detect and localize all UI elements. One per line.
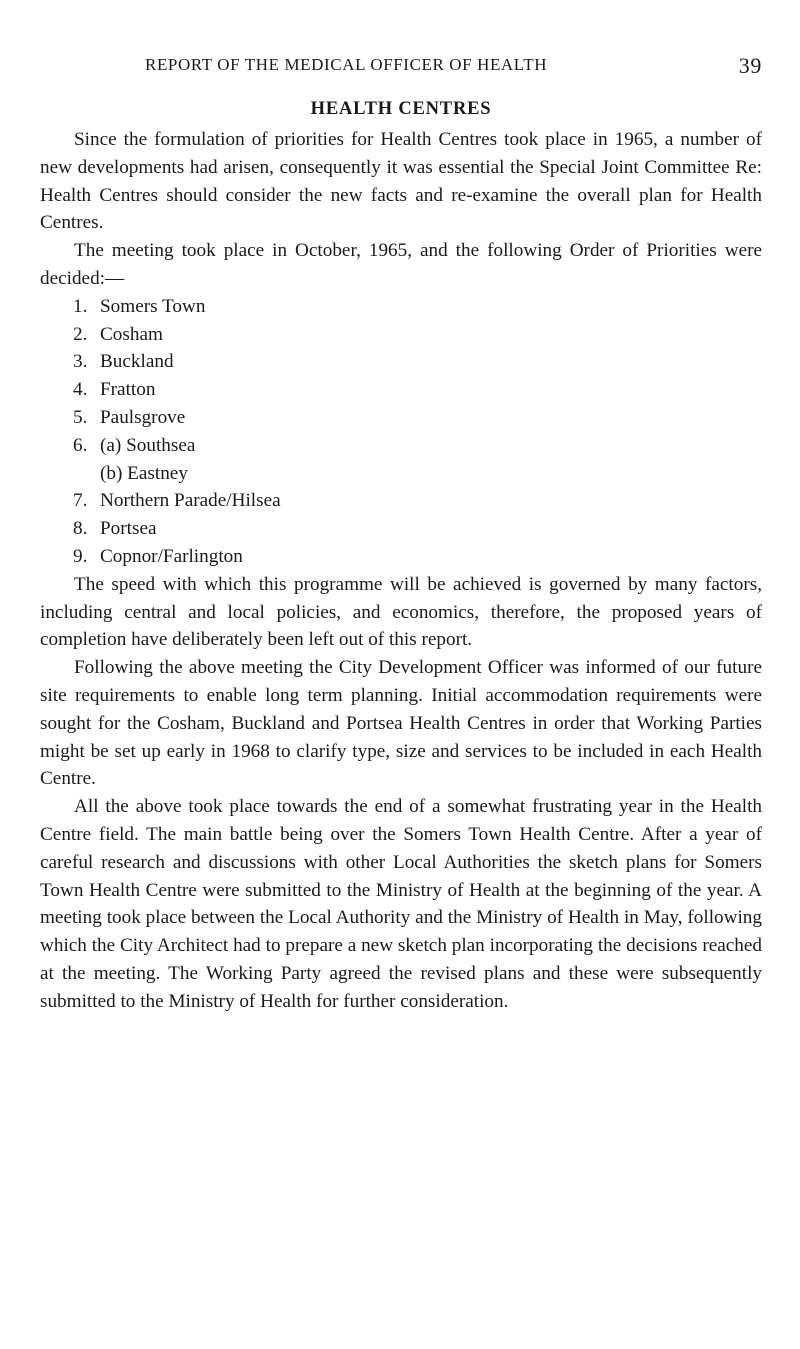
running-title: REPORT OF THE MEDICAL OFFICER OF HEALTH [145,55,548,74]
list-item-text [100,432,762,488]
list-item [40,515,762,543]
list-item-text: Copnor/Farlington [100,545,243,567]
paragraph-meeting: The meeting took place in October, 1965, and the following Order of Priorities were decided:— [40,240,762,289]
list-item-number: 5. [73,406,88,428]
list-item [40,348,762,376]
list-item-number: 1. [73,295,88,317]
list-item-text: Northern Parade/Hilsea [100,490,281,512]
priority-list [40,293,762,571]
list-item-number: 9. [73,545,88,567]
list-item-text: Paulsgrove [100,406,186,428]
list-item-number: 6. [73,434,88,456]
list-subitem-a: (a) Southsea [100,434,196,456]
list-item-number: 2. [73,323,88,345]
list-item [40,293,762,321]
list-item-text: Portsea [100,518,157,540]
list-item-text: Buckland [100,351,174,373]
running-header [40,55,762,85]
list-item-text: Somers Town [100,295,206,317]
list-item [40,376,762,404]
document-page [40,55,762,1016]
list-item-text: Cosham [100,323,163,345]
list-item [40,487,762,515]
list-item-number: 3. [73,351,88,373]
section-title: HEALTH CENTRES [310,99,492,119]
paragraph-development: Following the above meeting the City Development Officer was informed of our future site requirements to enable long term planning. Initial accommodation requirements were sought for the Cosham, Buckland and Portsea Health Centres in order that Working Parties might be set up early in 1968 to clarify type, size and services to be included in each Health Centre. [40,657,762,790]
list-item [40,543,762,571]
list-item-number: 4. [73,379,88,401]
paragraph-somers-town: All the above took place towards the end of a somewhat frustrating year in the Health Centre field. The main battle being over the Somers Town Health Centre. After a year of careful research and discussions with other Local Authorities the sketch plans for Somers Town Health Centre were submitted to the Ministry of Health at the beginning of the year. A meeting took place between the Local Authority and the Ministry of Health in May, following which the City Architect had to prepare a new sketch plan incorporating the decisions reached at the meeting. The Working Party agreed the revised plans and these were subsequently submitted to the Ministry of Health for further consideration. [40,796,762,1012]
list-item-text: Fratton [100,379,156,401]
list-subitem-b: (b) Eastney [100,462,188,484]
list-item-number: 8. [73,518,88,540]
list-item [40,404,762,432]
page-number: 39 [738,53,762,78]
paragraph-intro: Since the formulation of priorities for Health Centres took place in 1965, a number of new developments had arisen, consequently it was essential the Special Joint Committee Re: Health Centres should consider the new facts and re-examine the overall plan for Health Centres. [40,129,762,234]
list-item-number: 7. [73,490,88,512]
paragraph-programme: The speed with which this programme will be achieved is governed by many factors, including central and local policies, and economics, therefore, the proposed years of completion have deliberately been left out of this report. [40,573,762,651]
list-item [40,432,762,488]
list-item [40,321,762,349]
